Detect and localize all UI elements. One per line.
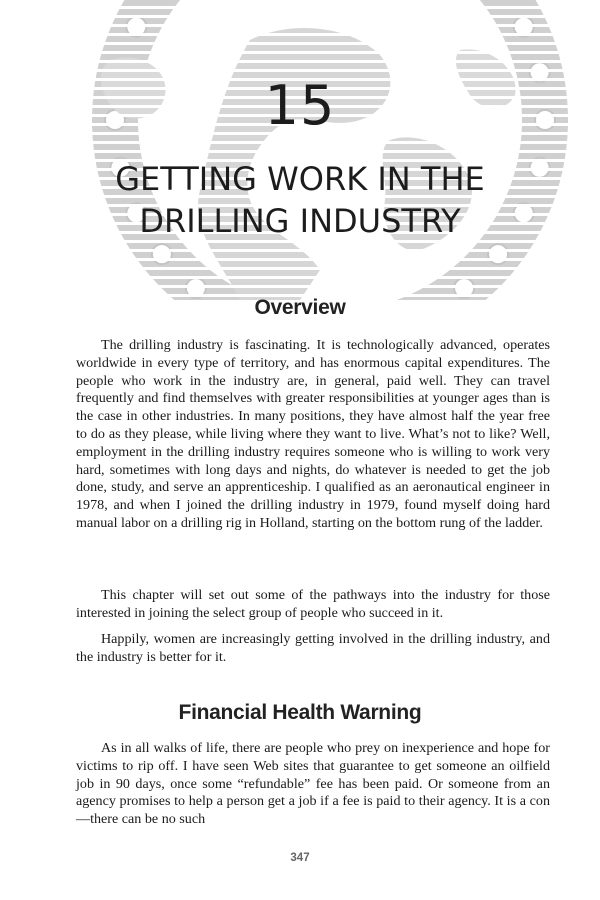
gear-bolt-hole [514, 17, 534, 37]
paragraph: The drilling industry is fascinating. It is technologically advanced, operates worldwide in every type of territory, and has enormous capital expenditures. The people who work in the industry are, in general, paid well. They can travel frequently and find themselves with greater responsibilities at younger ages than is the case in other industries. In many positions, they have almost half the year free to do as they please, while living where they want to live. What’s not to like? Well, employment in the drilling industry requires someone who is willing to work very hard, sometimes with long days and nights, do whatever is needed to get the job done, study, and serve an apprenticeship. I qualified as an aeronautical engineer in 1978, and when I joined the drilling industry in 1979, found myself doing hard manual labor on a drilling rig in Holland, starting on the bottom rung of the ladder. [76, 337, 550, 531]
chapter-title: GETTING WORK IN THE DRILLING INDUSTRY [115, 160, 485, 240]
page-number: 347 [290, 852, 310, 864]
paragraph: Happily, women are increasingly getting involved in the drilling industry, and the industry is better for it. [76, 631, 550, 665]
section-heading-overview: Overview [254, 296, 346, 319]
section-heading-financial-health-warning: Financial Health Warning [178, 701, 422, 724]
gear-bolt-hole [126, 17, 146, 37]
gear-bolt-hole [488, 244, 508, 264]
gear-globe-watermark [0, 0, 600, 300]
chapter-banner [0, 0, 600, 300]
paragraph: As in all walks of life, there are people who prey on inexperience and hope for victims to rip off. I have seen Web sites that guarantee to get someone an oilfield job in 90 days, once some “refundable” fee has been paid. Or someone from an agency promises to help a person get a job if a fee is paid to their agency. It is a con—there can be no such [76, 740, 550, 828]
chapter-number: 15 [264, 74, 336, 137]
paragraph: This chapter will set out some of the pathways into the industry for those interested in joining the select group of people who succeed in it. [76, 587, 550, 621]
gear-bolt-hole [152, 244, 172, 264]
